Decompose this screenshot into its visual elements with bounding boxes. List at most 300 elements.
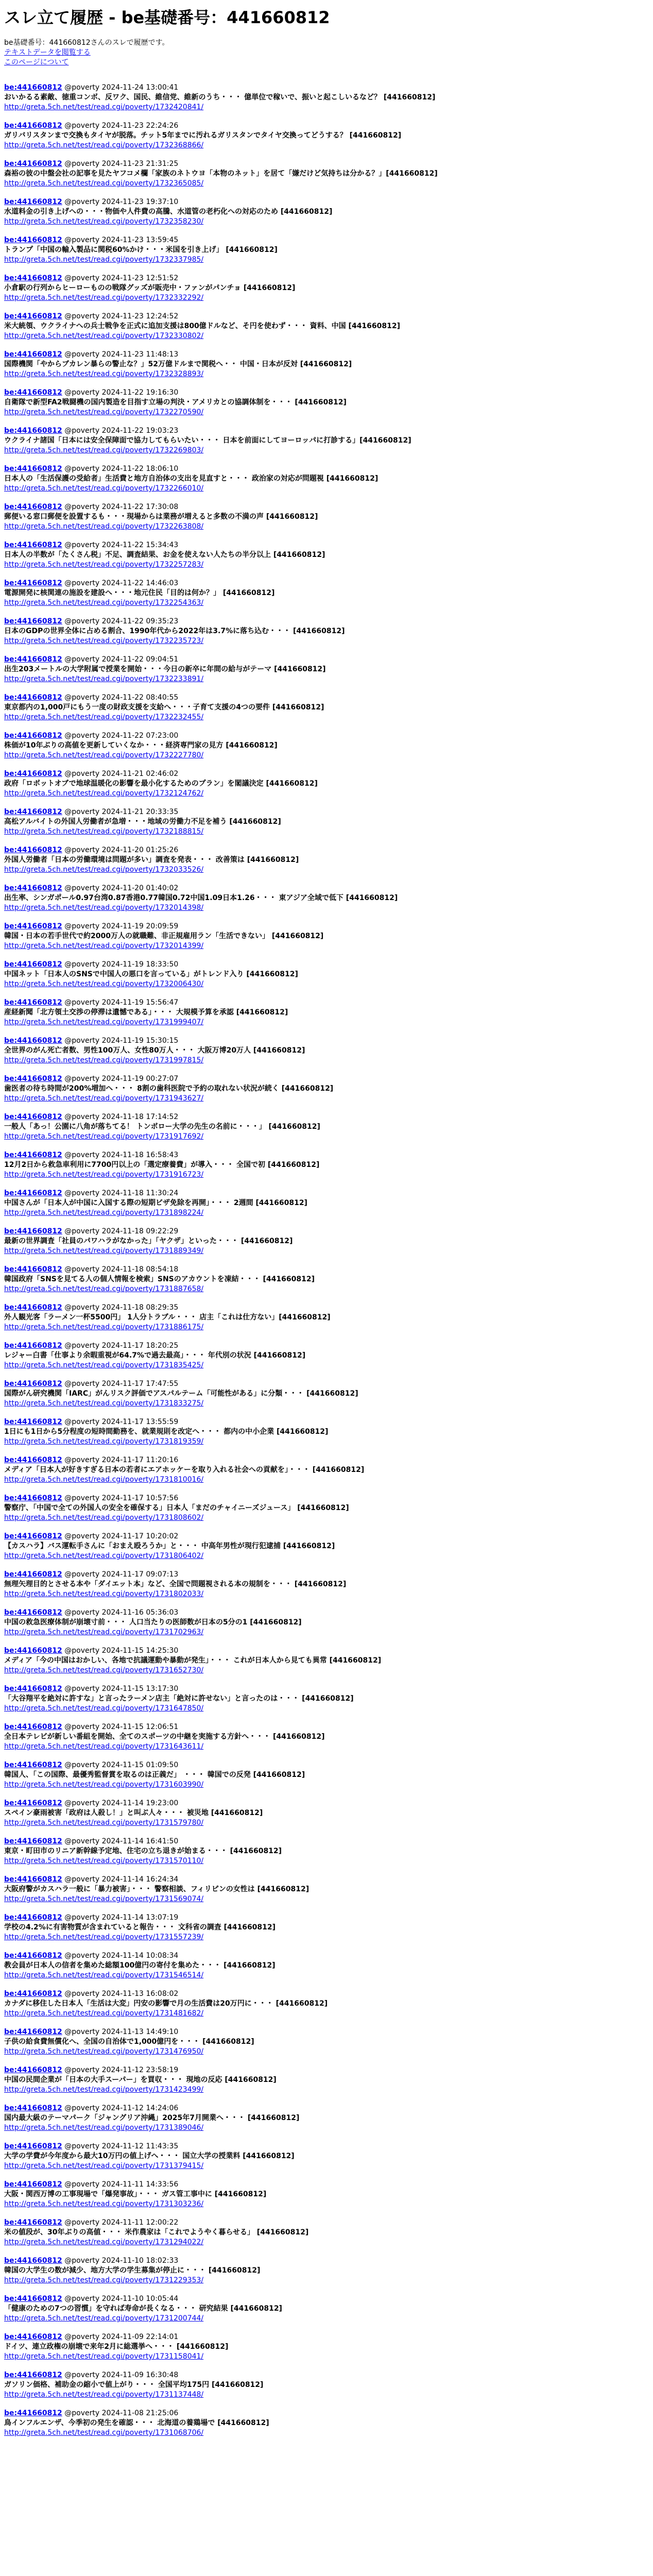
thread-url-link[interactable]: http://greta.5ch.net/test/read.cgi/poverty/1731137448/ xyxy=(4,2391,204,2399)
thread-url-link[interactable]: http://greta.5ch.net/test/read.cgi/poverty/1732014399/ xyxy=(4,942,204,950)
thread-title: 歯医者の待ち時間が200%増加へ・・・ 8割の歯科医院で予約の取れない状況が続く [441660812] xyxy=(4,1084,334,1093)
entry-board-date: @poverty 2024-11-17 09:07:13 xyxy=(64,1570,179,1579)
thread-title: 日本人の「生活保護の受給者」生活費と地方自治体の支出を見直すと・・・ 政治家の対応が問題視 [441660812] xyxy=(4,474,379,483)
be-id-link[interactable]: be:441660812 xyxy=(4,1151,62,1159)
entry-board-date: @poverty 2024-11-11 14:33:56 xyxy=(64,2180,179,2189)
be-id-link[interactable]: be:441660812 xyxy=(4,1037,62,1045)
be-id-link[interactable]: be:441660812 xyxy=(4,617,62,625)
entry-meta xyxy=(4,312,649,321)
be-id-link[interactable]: be:441660812 xyxy=(4,427,62,435)
thread-title: 水道料金の引き上げへの・・・物価や人件費の高騰、水道管の老朽化への対応のため [441660812] xyxy=(4,208,333,216)
be-id-link[interactable]: be:441660812 xyxy=(4,2333,62,2341)
thread-entry xyxy=(4,617,649,646)
thread-entry xyxy=(4,540,649,570)
be-id-link[interactable]: be:441660812 xyxy=(4,1494,62,1502)
thread-title: 大阪府警がカスハラ一般に「暴力被害」・・・ 警察相談、フィリピンの女性は [441660812] xyxy=(4,1885,310,1893)
entry-board-date: @poverty 2024-11-17 13:55:59 xyxy=(64,1418,179,1426)
be-id-link[interactable]: be:441660812 xyxy=(4,1303,62,1312)
thread-url-link[interactable]: http://greta.5ch.net/test/read.cgi/poverty/1731835425/ xyxy=(4,1361,204,1369)
be-id-link[interactable]: be:441660812 xyxy=(4,1952,62,1960)
thread-title: 韓国・日本の若手世代で約2000万人の就職難、非正規雇用ラン「生活できない」 [441660812] xyxy=(4,932,324,940)
entry-board-date: @poverty 2024-11-15 13:17:30 xyxy=(64,1685,179,1693)
thread-url-link[interactable]: http://greta.5ch.net/test/read.cgi/poverty/1732270590/ xyxy=(4,408,204,416)
entry-meta xyxy=(4,2256,649,2266)
thread-title: 韓国人、「この国際、最優秀監督賞を取るのは正義だ」 ・・・ 韓国での反発 [441660812] xyxy=(4,1771,305,1779)
entry-meta xyxy=(4,2065,649,2075)
be-id-link[interactable]: be:441660812 xyxy=(4,1647,62,1655)
thread-entry xyxy=(4,2065,649,2095)
thread-entry xyxy=(4,1036,649,1065)
thread-title: 全日本テレビが新しい番組を開始、全てのスポーツの中継を実施する方針へ・・・ [441660812] xyxy=(4,1733,325,1741)
thread-url-link[interactable]: http://greta.5ch.net/test/read.cgi/poverty/1732232455/ xyxy=(4,713,204,721)
thread-title: 大学の学費が今年度から最大10万円の値上げへ・・・ 国立大学の授業料 [441660812] xyxy=(4,2152,295,2160)
be-id-link[interactable]: be:441660812 xyxy=(4,579,62,587)
entry-board-date: @poverty 2024-11-23 21:31:25 xyxy=(64,160,179,168)
thread-entry xyxy=(4,1951,649,1980)
thread-list xyxy=(4,83,649,2438)
entry-meta xyxy=(4,1951,649,1961)
thread-entry xyxy=(4,1455,649,1485)
entry-board-date: @poverty 2024-11-19 20:09:59 xyxy=(64,922,179,930)
entry-board-date: @poverty 2024-11-21 02:46:02 xyxy=(64,770,179,778)
be-id-link[interactable]: be:441660812 xyxy=(4,1456,62,1464)
be-id-link[interactable]: be:441660812 xyxy=(4,1761,62,1769)
thread-url-link[interactable]: http://greta.5ch.net/test/read.cgi/poverty/1731546514/ xyxy=(4,1971,204,1979)
thread-url-link[interactable]: http://greta.5ch.net/test/read.cgi/poverty/1731068706/ xyxy=(4,2429,204,2437)
entry-meta xyxy=(4,960,649,970)
thread-title: 中国ネット「日本人のSNSで中国人の悪口を言っている」がトレンド入り [441660812] xyxy=(4,970,298,978)
be-id-link[interactable]: be:441660812 xyxy=(4,274,62,282)
be-id-link[interactable]: be:441660812 xyxy=(4,1990,62,1998)
thread-entry xyxy=(4,1608,649,1637)
entry-meta xyxy=(4,1837,649,1846)
thread-entry xyxy=(4,2409,649,2438)
entry-meta xyxy=(4,2180,649,2190)
entry-meta xyxy=(4,845,649,855)
entry-meta xyxy=(4,693,649,703)
entry-meta xyxy=(4,540,649,550)
thread-url-link[interactable]: http://greta.5ch.net/test/read.cgi/poverty/1732328893/ xyxy=(4,370,204,378)
entry-board-date: @poverty 2024-11-20 01:25:26 xyxy=(64,846,179,854)
thread-entry xyxy=(4,2142,649,2171)
be-id-link[interactable]: be:441660812 xyxy=(4,122,62,130)
be-id-link[interactable]: be:441660812 xyxy=(4,884,62,892)
thread-url-link[interactable]: http://greta.5ch.net/test/read.cgi/poverty/1732266010/ xyxy=(4,484,204,493)
thread-url-link[interactable]: http://greta.5ch.net/test/read.cgi/poverty/1732332292/ xyxy=(4,294,204,302)
thread-title: 「健康のための7つの習慣」を守れば寿命が長くなる・・・ 研究結果 [441660812] xyxy=(4,2304,282,2313)
thread-entry xyxy=(4,2218,649,2247)
entry-meta xyxy=(4,121,649,131)
be-id-link[interactable]: be:441660812 xyxy=(4,503,62,511)
be-id-link[interactable]: be:441660812 xyxy=(4,1837,62,1845)
thread-url-link[interactable]: http://greta.5ch.net/test/read.cgi/poverty/1731229353/ xyxy=(4,2276,204,2284)
be-id-link[interactable]: be:441660812 xyxy=(4,2180,62,2189)
entry-meta xyxy=(4,2104,649,2113)
thread-title: 外国人労働者「日本の労働環境は問題が多い」調査を発表・・・ 改善策は [441660812] xyxy=(4,856,299,864)
thread-title: 教会員が日本人の信者を集めた総額100億円の寄付を集めた・・・ [441660812] xyxy=(4,1961,276,1970)
entry-board-date: @poverty 2024-11-12 11:43:35 xyxy=(64,2142,179,2150)
be-id-link[interactable]: be:441660812 xyxy=(4,846,62,854)
be-id-link[interactable]: be:441660812 xyxy=(4,541,62,549)
thread-url-link[interactable]: http://greta.5ch.net/test/read.cgi/poverty/1731158041/ xyxy=(4,2352,204,2361)
entry-meta xyxy=(4,1494,649,1503)
entry-meta xyxy=(4,464,649,474)
entry-board-date: @poverty 2024-11-13 14:49:10 xyxy=(64,2028,179,2036)
entry-board-date: @poverty 2024-11-14 19:23:00 xyxy=(64,1799,179,1807)
be-id-link[interactable]: be:441660812 xyxy=(4,312,62,320)
thread-url-link[interactable]: http://greta.5ch.net/test/read.cgi/poverty/1731570110/ xyxy=(4,1857,204,1865)
be-id-link[interactable]: be:441660812 xyxy=(4,388,62,397)
thread-entry xyxy=(4,388,649,417)
entry-board-date: @poverty 2024-11-18 08:29:35 xyxy=(64,1303,179,1312)
be-id-link[interactable]: be:441660812 xyxy=(4,960,62,969)
thread-entry xyxy=(4,312,649,341)
entry-meta xyxy=(4,1417,649,1427)
thread-entry xyxy=(4,731,649,760)
thread-entry xyxy=(4,1494,649,1523)
thread-title: 高松アルバイトの外国人労働者が急増・・・地域の労働力不足を補う [441660812] xyxy=(4,818,281,826)
thread-entry xyxy=(4,769,649,799)
thread-url-link[interactable]: http://greta.5ch.net/test/read.cgi/poverty/1732188815/ xyxy=(4,827,204,836)
thread-url-link[interactable]: http://greta.5ch.net/test/read.cgi/poverty/1732235723/ xyxy=(4,637,204,645)
be-id-link[interactable]: be:441660812 xyxy=(4,1875,62,1884)
entry-meta xyxy=(4,1341,649,1351)
thread-title: 東京都内の1,000戸にもう一度の財政支援を支給へ・・・子育て支援の4つの要件 [441660812] xyxy=(4,703,324,711)
thread-entry xyxy=(4,1303,649,1332)
thread-entry xyxy=(4,464,649,494)
thread-url-link[interactable]: http://greta.5ch.net/test/read.cgi/poverty/1731819359/ xyxy=(4,1437,204,1446)
thread-entry xyxy=(4,579,649,608)
be-id-link[interactable]: be:441660812 xyxy=(4,2218,62,2227)
thread-title: メディア「日本人が好きすぎる日本の若者にエアホッケーを取り入れる社会への貢献を」・・・ [441660812] xyxy=(4,1466,365,1474)
entry-board-date: @poverty 2024-11-22 09:35:23 xyxy=(64,617,179,625)
thread-url-link[interactable]: http://greta.5ch.net/test/read.cgi/poverty/1731898224/ xyxy=(4,1209,204,1217)
entry-meta xyxy=(4,502,649,512)
be-id-link[interactable]: be:441660812 xyxy=(4,2142,62,2150)
entry-meta xyxy=(4,1570,649,1580)
entry-board-date: @poverty 2024-11-19 18:33:50 xyxy=(64,960,179,969)
be-id-link[interactable]: be:441660812 xyxy=(4,693,62,702)
entry-board-date: @poverty 2024-11-22 18:06:10 xyxy=(64,465,179,473)
thread-entry xyxy=(4,2180,649,2209)
entry-board-date: @poverty 2024-11-17 10:20:02 xyxy=(64,1532,179,1540)
thread-url-link[interactable]: http://greta.5ch.net/test/read.cgi/poverty/1732337985/ xyxy=(4,256,204,264)
entry-meta xyxy=(4,2332,649,2342)
thread-title: 日本人の半数が「たくさん税」不足、調査結果、お金を使えない人たちの半分以上 [441660812] xyxy=(4,551,325,559)
be-id-link[interactable]: be:441660812 xyxy=(4,1380,62,1388)
be-id-link[interactable]: be:441660812 xyxy=(4,2295,62,2303)
be-id-link[interactable]: be:441660812 xyxy=(4,198,62,206)
entry-meta xyxy=(4,235,649,245)
thread-entry xyxy=(4,1074,649,1104)
thread-entry xyxy=(4,1112,649,1142)
entry-board-date: @poverty 2024-11-10 10:05:44 xyxy=(64,2295,179,2303)
be-id-link[interactable]: be:441660812 xyxy=(4,1570,62,1579)
thread-entry xyxy=(4,1417,649,1447)
be-id-link[interactable]: be:441660812 xyxy=(4,998,62,1007)
entry-meta xyxy=(4,1875,649,1885)
thread-entry xyxy=(4,274,649,303)
thread-url-link[interactable]: http://greta.5ch.net/test/read.cgi/poverty/1731886175/ xyxy=(4,1323,204,1331)
thread-url-link[interactable]: http://greta.5ch.net/test/read.cgi/poverty/1732006430/ xyxy=(4,980,204,988)
entry-board-date: @poverty 2024-11-22 09:04:51 xyxy=(64,655,179,664)
be-id-link[interactable]: be:441660812 xyxy=(4,1799,62,1807)
entry-board-date: @poverty 2024-11-24 13:00:41 xyxy=(64,83,179,92)
be-id-link[interactable]: be:441660812 xyxy=(4,655,62,664)
thread-title: 一般人「あっ！公園に八角が落ちてる！ トンボロー大学の先生の名前に・・・」 [441660812] xyxy=(4,1123,320,1131)
entry-board-date: @poverty 2024-11-22 15:34:43 xyxy=(64,541,179,549)
entry-board-date: @poverty 2024-11-11 12:00:22 xyxy=(64,2218,179,2227)
thread-entry xyxy=(4,121,649,150)
thread-title: 韓国の大学生の数が減少、地方大学の学生募集が停止に・・・ [441660812] xyxy=(4,2266,261,2275)
thread-url-link[interactable]: http://greta.5ch.net/test/read.cgi/poverty/1731889349/ xyxy=(4,1247,204,1255)
entry-meta xyxy=(4,1760,649,1770)
thread-title: 郵便いる窓口郵便を設置するも・・・現場からは業務が増えると多数の不満の声 [441660812] xyxy=(4,513,318,521)
entry-board-date: @poverty 2024-11-23 12:24:52 xyxy=(64,312,179,320)
thread-title: 電源開発に核関連の施設を建設へ・・・地元住民「目的は何か？」 [441660812] xyxy=(4,589,275,597)
thread-entry xyxy=(4,1227,649,1256)
entry-meta xyxy=(4,274,649,283)
thread-entry xyxy=(4,1684,649,1714)
thread-entry xyxy=(4,159,649,189)
thread-url-link[interactable]: http://greta.5ch.net/test/read.cgi/poverty/1732365085/ xyxy=(4,179,204,188)
thread-entry xyxy=(4,426,649,455)
be-id-link[interactable]: be:441660812 xyxy=(4,1608,62,1617)
thread-title: 学校の4.2%に有害物質が含まれていると報告・・・ 文科省の調査 [441660812] xyxy=(4,1923,276,1931)
entry-meta xyxy=(4,2294,649,2304)
be-id-link[interactable]: be:441660812 xyxy=(4,922,62,930)
thread-entry xyxy=(4,502,649,532)
be-id-link[interactable]: be:441660812 xyxy=(4,1685,62,1693)
be-id-link[interactable]: be:441660812 xyxy=(4,465,62,473)
thread-entry xyxy=(4,922,649,951)
entry-meta xyxy=(4,731,649,741)
entry-board-date: @poverty 2024-11-17 17:47:55 xyxy=(64,1380,179,1388)
entry-meta xyxy=(4,655,649,665)
thread-url-link[interactable]: http://greta.5ch.net/test/read.cgi/poverty/1731833275/ xyxy=(4,1399,204,1408)
entry-board-date: @poverty 2024-11-15 12:06:51 xyxy=(64,1723,179,1731)
thread-entry xyxy=(4,1150,649,1180)
thread-title: 国内最大級のテーマパーク「ジャングリア沖縄」2025年7月開業へ・・・ [441660812] xyxy=(4,2114,300,2122)
thread-entry xyxy=(4,2256,649,2285)
entry-board-date: @poverty 2024-11-17 18:20:25 xyxy=(64,1342,179,1350)
thread-url-link[interactable]: http://greta.5ch.net/test/read.cgi/poverty/1731887658/ xyxy=(4,1285,204,1293)
entry-meta xyxy=(4,1455,649,1465)
thread-url-link[interactable]: http://greta.5ch.net/test/read.cgi/poverty/1732033526/ xyxy=(4,866,204,874)
thread-title: 12月2日から救急車利用に7700円以上の「選定療養費」が導入・・・ 全国で初 [441660812] xyxy=(4,1161,320,1169)
entry-board-date: @poverty 2024-11-22 07:23:00 xyxy=(64,732,179,740)
thread-title: カナダに移住した日本人「生活は大変」円安の影響で月の生活費は20万円に・・・ [441660812] xyxy=(4,1999,328,2008)
thread-url-link[interactable]: http://greta.5ch.net/test/read.cgi/poverty/1732014398/ xyxy=(4,904,204,912)
entry-meta xyxy=(4,922,649,931)
entry-meta xyxy=(4,1608,649,1618)
entry-meta xyxy=(4,2142,649,2151)
thread-title: 産経新聞「北方領土交渉の停滞は遺憾である」・・・ 大規模予算を承認 [441660812] xyxy=(4,1008,288,1016)
thread-url-link[interactable]: http://greta.5ch.net/test/read.cgi/poverty/1732233891/ xyxy=(4,675,204,683)
thread-entry xyxy=(4,693,649,722)
be-id-link[interactable]: be:441660812 xyxy=(4,1265,62,1274)
thread-url-link[interactable]: http://greta.5ch.net/test/read.cgi/poverty/1732420841/ xyxy=(4,103,204,111)
thread-url-link[interactable]: http://greta.5ch.net/test/read.cgi/poverty/1732227780/ xyxy=(4,751,204,759)
entry-board-date: @poverty 2024-11-18 09:22:29 xyxy=(64,1227,179,1235)
thread-entry xyxy=(4,1341,649,1370)
entry-board-date: @poverty 2024-11-17 11:20:16 xyxy=(64,1456,179,1464)
thread-entry xyxy=(4,83,649,112)
be-id-link[interactable]: be:441660812 xyxy=(4,770,62,778)
thread-url-link[interactable]: http://greta.5ch.net/test/read.cgi/poverty/1731917692/ xyxy=(4,1132,204,1141)
thread-entry xyxy=(4,1265,649,1294)
entry-meta xyxy=(4,998,649,1008)
thread-title: 全世界のがん死亡者数、男性100万人、女性80万人・・・ 大阪万博20万人 [441660812] xyxy=(4,1046,305,1055)
thread-url-link[interactable]: http://greta.5ch.net/test/read.cgi/poverty/1731916723/ xyxy=(4,1171,204,1179)
be-id-link[interactable]: be:441660812 xyxy=(4,236,62,244)
be-id-link[interactable]: be:441660812 xyxy=(4,2066,62,2074)
thread-title: 森裕の彼の中盤会社の記事を見たヤフコメ欄「家族のネトウヨ「本物のネット」を居て「嫌だけど気持ちは分かる？」[441660812] xyxy=(4,170,438,178)
be-id-link[interactable]: be:441660812 xyxy=(4,1075,62,1083)
thread-url-link[interactable]: http://greta.5ch.net/test/read.cgi/poverty/1731603990/ xyxy=(4,1781,204,1789)
thread-entry xyxy=(4,2104,649,2133)
thread-url-link[interactable]: http://greta.5ch.net/test/read.cgi/poverty/1731643611/ xyxy=(4,1742,204,1751)
entry-board-date: @poverty 2024-11-15 14:25:30 xyxy=(64,1647,179,1655)
thread-title: 外人観光客「ラーメン一杯5500円」 1人分トラブル・・・ 店主「これは仕方ない」[441660812] xyxy=(4,1313,331,1321)
thread-url-link[interactable]: http://greta.5ch.net/test/read.cgi/poverty/1731476950/ xyxy=(4,2047,204,2056)
entry-board-date: @poverty 2024-11-12 14:24:06 xyxy=(64,2104,179,2112)
be-id-link[interactable]: be:441660812 xyxy=(4,83,62,92)
thread-entry xyxy=(4,998,649,1027)
thread-url-link[interactable]: http://greta.5ch.net/test/read.cgi/poverty/1731810016/ xyxy=(4,1476,204,1484)
thread-url-link[interactable]: http://greta.5ch.net/test/read.cgi/poverty/1732358230/ xyxy=(4,217,204,226)
thread-title: 「大谷翔平を絶対に許すな」と言ったラーメン店主「絶対に許せない」と言ったのは・・・ [441660812] xyxy=(4,1694,354,1703)
be-id-link[interactable]: be:441660812 xyxy=(4,2028,62,2036)
thread-url-link[interactable]: http://greta.5ch.net/test/read.cgi/poverty/1731652730/ xyxy=(4,1666,204,1674)
thread-entry xyxy=(4,845,649,875)
thread-title: 大阪・関西万博の工事現場で「爆発事故」・・・ ガス管工事中に [441660812] xyxy=(4,2190,267,2198)
thread-url-link[interactable]: http://greta.5ch.net/test/read.cgi/poverty/1731294022/ xyxy=(4,2238,204,2246)
be-id-link[interactable]: be:441660812 xyxy=(4,2257,62,2265)
thread-url-link[interactable]: http://greta.5ch.net/test/read.cgi/poverty/1732368866/ xyxy=(4,141,204,149)
entry-meta xyxy=(4,1112,649,1122)
be-id-link[interactable]: be:441660812 xyxy=(4,808,62,816)
thread-url-link[interactable]: http://greta.5ch.net/test/read.cgi/poverty/1731379415/ xyxy=(4,2162,204,2170)
thread-url-link[interactable]: http://greta.5ch.net/test/read.cgi/poverty/1732263808/ xyxy=(4,522,204,531)
be-id-link[interactable]: be:441660812 xyxy=(4,2371,62,2379)
entry-meta xyxy=(4,1532,649,1541)
entry-meta xyxy=(4,197,649,207)
entry-board-date: @poverty 2024-11-12 23:58:19 xyxy=(64,2066,179,2074)
entry-meta xyxy=(4,1036,649,1046)
entry-meta xyxy=(4,617,649,626)
thread-url-link[interactable]: http://greta.5ch.net/test/read.cgi/poverty/1732254363/ xyxy=(4,599,204,607)
entry-board-date: @poverty 2024-11-23 22:24:26 xyxy=(64,122,179,130)
entry-meta xyxy=(4,579,649,588)
thread-title: 【カスハラ】バス運転手さんに「おまえ殴ろうか」と・・・ 中高年男性が現行犯逮捕 [441660812] xyxy=(4,1542,335,1550)
thread-entry xyxy=(4,350,649,379)
thread-url-link[interactable]: http://greta.5ch.net/test/read.cgi/poverty/1731702963/ xyxy=(4,1628,204,1636)
thread-url-link[interactable]: http://greta.5ch.net/test/read.cgi/poverty/1731997815/ xyxy=(4,1056,204,1064)
thread-entry xyxy=(4,1570,649,1599)
thread-url-link[interactable]: http://greta.5ch.net/test/read.cgi/poverty/1731423499/ xyxy=(4,2086,204,2094)
thread-entry xyxy=(4,1646,649,1675)
thread-url-link[interactable]: http://greta.5ch.net/test/read.cgi/poverty/1732257283/ xyxy=(4,561,204,569)
thread-entry xyxy=(4,1532,649,1561)
about-page-link[interactable]: このページについて xyxy=(4,58,69,66)
thread-url-link[interactable]: http://greta.5ch.net/test/read.cgi/poverty/1731802033/ xyxy=(4,1590,204,1598)
thread-entry xyxy=(4,884,649,913)
thread-entry xyxy=(4,1760,649,1790)
thread-url-link[interactable]: http://greta.5ch.net/test/read.cgi/poverty/1731569074/ xyxy=(4,1895,204,1903)
thread-url-link[interactable]: http://greta.5ch.net/test/read.cgi/poverty/1731481682/ xyxy=(4,2009,204,2018)
thread-entry xyxy=(4,2332,649,2362)
thread-url-link[interactable]: http://greta.5ch.net/test/read.cgi/poverty/1731303236/ xyxy=(4,2200,204,2208)
thread-url-link[interactable]: http://greta.5ch.net/test/read.cgi/poverty/1731389046/ xyxy=(4,2124,204,2132)
thread-entry xyxy=(4,1799,649,1828)
be-id-link[interactable]: be:441660812 xyxy=(4,732,62,740)
thread-url-link[interactable]: http://greta.5ch.net/test/read.cgi/poverty/1732124762/ xyxy=(4,789,204,798)
thread-entry xyxy=(4,1189,649,1218)
thread-url-link[interactable]: http://greta.5ch.net/test/read.cgi/poverty/1731579780/ xyxy=(4,1819,204,1827)
thread-url-link[interactable]: http://greta.5ch.net/test/read.cgi/poverty/1731806402/ xyxy=(4,1552,204,1560)
entry-board-date: @poverty 2024-11-09 16:30:48 xyxy=(64,2371,179,2379)
thread-url-link[interactable]: http://greta.5ch.net/test/read.cgi/poverty/1731200744/ xyxy=(4,2314,204,2323)
entry-board-date: @poverty 2024-11-22 08:40:55 xyxy=(64,693,179,702)
be-id-link[interactable]: be:441660812 xyxy=(4,160,62,168)
be-id-link[interactable]: be:441660812 xyxy=(4,2409,62,2417)
be-id-link[interactable]: be:441660812 xyxy=(4,1418,62,1426)
entry-meta xyxy=(4,388,649,398)
thread-entry xyxy=(4,655,649,684)
entry-board-date: @poverty 2024-11-14 10:08:34 xyxy=(64,1952,179,1960)
entry-meta xyxy=(4,1074,649,1084)
be-id-link[interactable]: be:441660812 xyxy=(4,1189,62,1197)
thread-entry xyxy=(4,1913,649,1942)
entry-board-date: @poverty 2024-11-19 00:27:07 xyxy=(64,1075,179,1083)
thread-title: 日本のGDPの世界全体に占める割合、1990年代から2022年は3.7%に落ち込む・・・ [441660812] xyxy=(4,627,345,635)
entry-board-date: @poverty 2024-11-14 16:24:34 xyxy=(64,1875,179,1884)
entry-board-date: @poverty 2024-11-10 18:02:33 xyxy=(64,2257,179,2265)
entry-board-date: @poverty 2024-11-20 01:40:02 xyxy=(64,884,179,892)
entry-meta xyxy=(4,159,649,169)
thread-url-link[interactable]: http://greta.5ch.net/test/read.cgi/poverty/1732330802/ xyxy=(4,332,204,340)
thread-title: 出生203メートルの大学附属で授業を開始・・・今日の新卒に年間の給与がテーマ [441660812] xyxy=(4,665,326,673)
entry-board-date: @poverty 2024-11-18 16:58:43 xyxy=(64,1151,179,1159)
be-id-link[interactable]: be:441660812 xyxy=(4,1342,62,1350)
thread-url-link[interactable]: http://greta.5ch.net/test/read.cgi/poverty/1732269803/ xyxy=(4,446,204,454)
thread-url-link[interactable]: http://greta.5ch.net/test/read.cgi/poverty/1731808602/ xyxy=(4,1514,204,1522)
be-id-link[interactable]: be:441660812 xyxy=(4,1227,62,1235)
thread-url-link[interactable]: http://greta.5ch.net/test/read.cgi/poverty/1731999407/ xyxy=(4,1018,204,1026)
be-id-link[interactable]: be:441660812 xyxy=(4,1532,62,1540)
entry-meta xyxy=(4,769,649,779)
entry-meta xyxy=(4,2370,649,2380)
thread-url-link[interactable]: http://greta.5ch.net/test/read.cgi/poverty/1731647850/ xyxy=(4,1704,204,1713)
thread-title: 東京・町田市のリニア新幹線予定地、住宅の立ち退きが始まる・・・ [441660812] xyxy=(4,1847,282,1855)
be-id-link[interactable]: be:441660812 xyxy=(4,1913,62,1922)
thread-url-link[interactable]: http://greta.5ch.net/test/read.cgi/poverty/1731557239/ xyxy=(4,1933,204,1941)
be-id-link[interactable]: be:441660812 xyxy=(4,350,62,359)
thread-title: 中国さんが「日本人が中国に入国する際の短期ビザ免除を再開」・・・ 2週間 [441660812] xyxy=(4,1199,307,1207)
entry-board-date: @poverty 2024-11-22 19:16:30 xyxy=(64,388,179,397)
be-id-link[interactable]: be:441660812 xyxy=(4,1113,62,1121)
thread-title: ウクライナ諸国「日本には安全保障面で協力してもらいたい・・・ 日本を前面にしてヨーロッパに打診する」[441660812] xyxy=(4,436,411,445)
entry-board-date: @poverty 2024-11-18 11:30:24 xyxy=(64,1189,179,1197)
entry-meta xyxy=(4,1799,649,1808)
be-id-link[interactable]: be:441660812 xyxy=(4,1723,62,1731)
thread-url-link[interactable]: http://greta.5ch.net/test/read.cgi/poverty/1731943627/ xyxy=(4,1094,204,1103)
text-data-link[interactable]: テキストデータを閲覧する xyxy=(4,48,91,57)
be-id-link[interactable]: be:441660812 xyxy=(4,2104,62,2112)
thread-title: 小倉駅の行列からヒーローものの戦隊グッズが販売中・ファンがパンチョ [441660812] xyxy=(4,284,296,292)
entry-meta xyxy=(4,1227,649,1236)
